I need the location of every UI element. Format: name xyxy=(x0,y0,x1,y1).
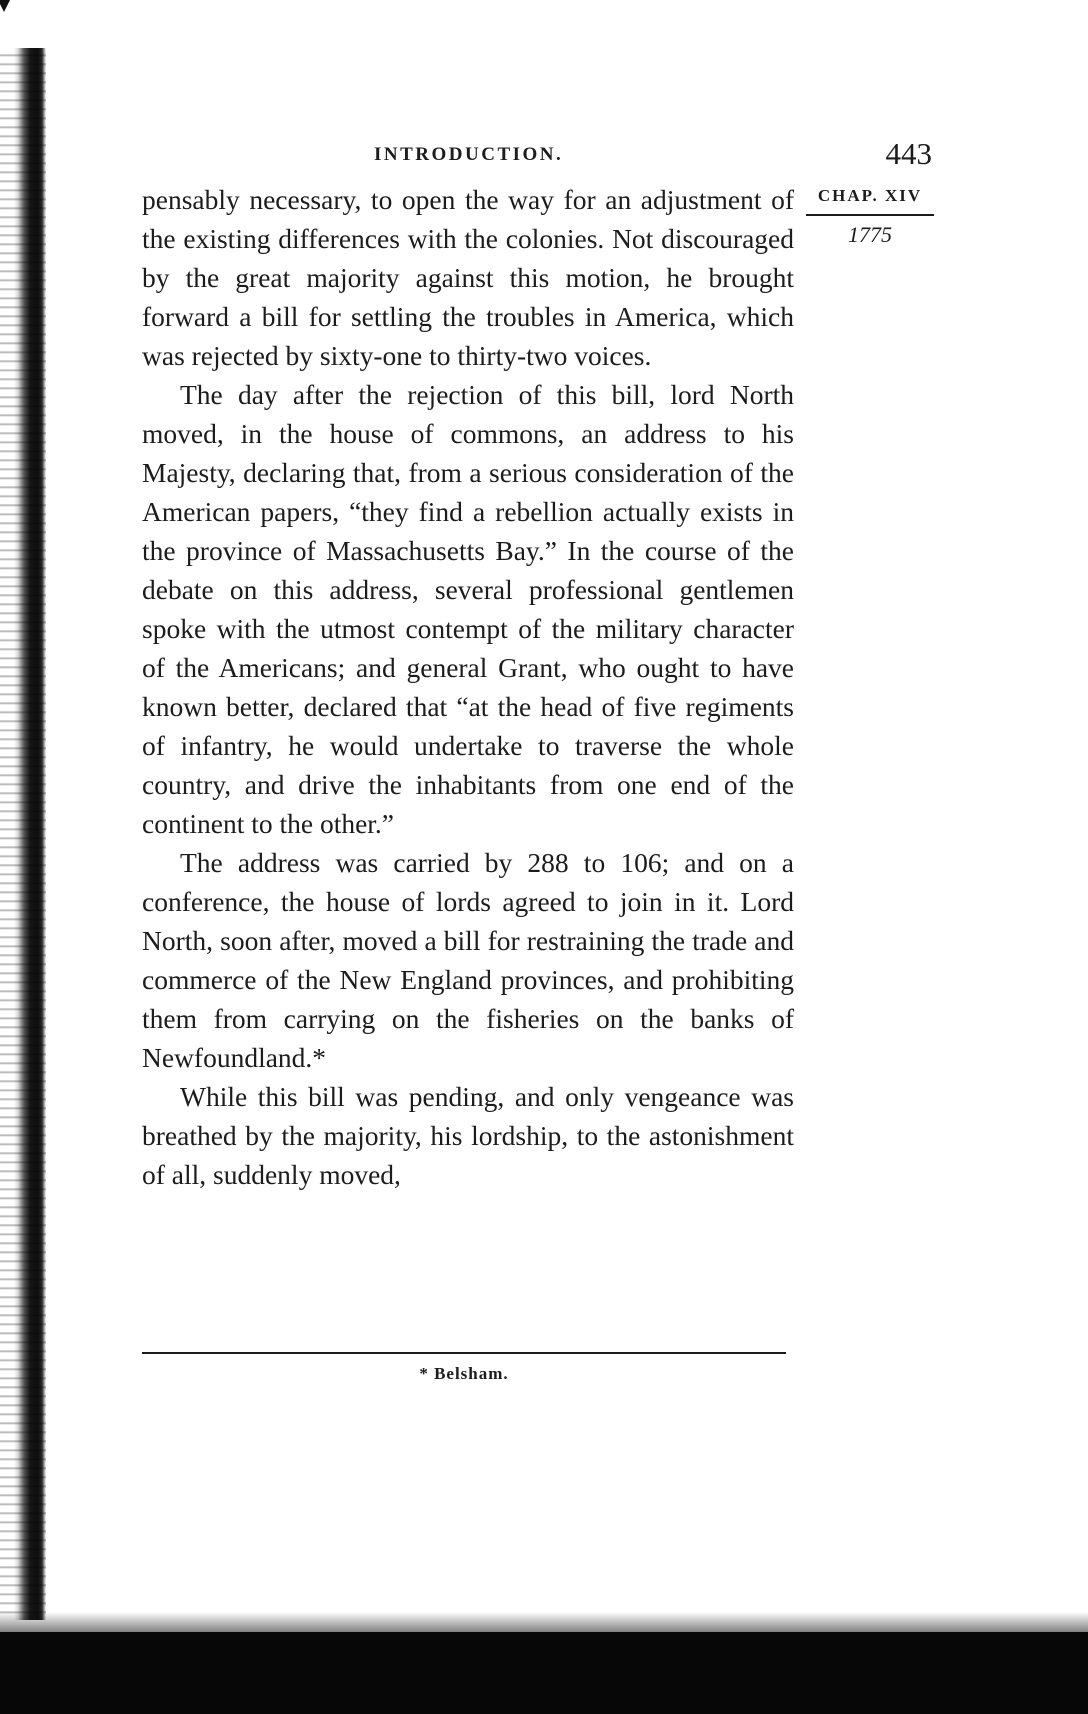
page-number: 443 xyxy=(885,136,932,171)
body-text xyxy=(142,180,794,1194)
scan-corner-mark xyxy=(0,0,10,12)
footnote-rule xyxy=(142,1352,786,1354)
chapter-label: CHAP. XIV xyxy=(806,186,934,216)
paragraph-1: pensably necessary, to open the way for an adjustment of the existing differences with the colonies. Not discouraged by the great majority against this motion, he brought forward a bill for settling the troubles in America, which was rejected by sixty-one to thirty-two voices. xyxy=(142,184,794,371)
footnote: * Belsham. xyxy=(419,1364,509,1383)
book-spine-shadow xyxy=(0,48,46,1620)
paragraph-4: While this bill was pending, and only vengeance was breathed by the majority, his lordship, to the astonishment of all, suddenly moved, xyxy=(142,1081,794,1190)
scan-bottom-border xyxy=(0,1632,1088,1714)
paragraph-2: The day after the rejection of this bill, lord North moved, in the house of commons, an address to his Majesty, declaring that, from a serious consideration of the American papers, “they find a rebellion actually exists in the province of Massachusetts Bay.” In the course of the debate on this address, several professional gentlemen spoke with the utmost contempt of the military character of the Americans; and general Grant, who ought to have known better, declared that “at the head of five regiments of infantry, he would undertake to traverse the whole country, and drive the inhabitants from one end of the continent to the other.” xyxy=(142,379,794,839)
scan-bottom-fade xyxy=(0,1612,1088,1634)
year-label: 1775 xyxy=(848,222,892,247)
paragraph-3: The address was carried by 288 to 106; and on a conference, the house of lords agreed to join in it. Lord North, soon after, moved a bill for restraining the trade and commerce of the New England provinces, and prohibiting them from carrying on the fisheries on the banks of Newfoundland.* xyxy=(142,847,794,1073)
page-header xyxy=(142,136,942,176)
margin-note xyxy=(806,186,934,248)
running-head: INTRODUCTION. xyxy=(374,144,564,165)
